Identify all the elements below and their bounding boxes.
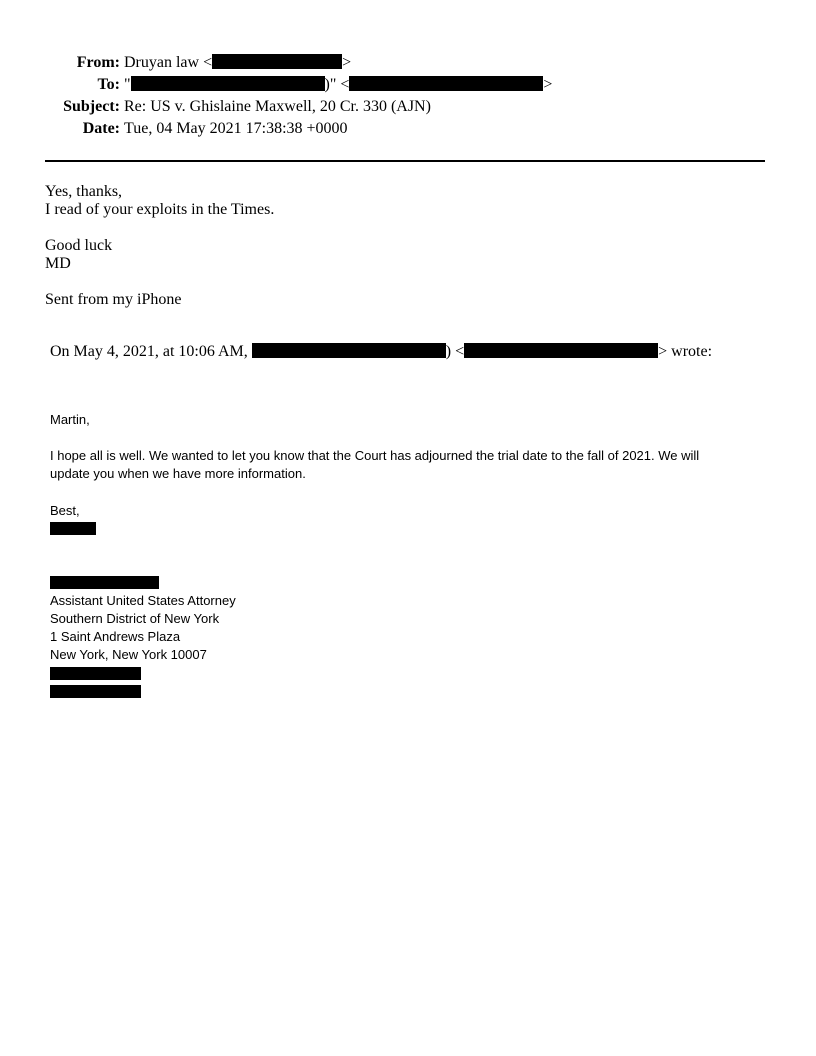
redaction-phone-2 <box>50 685 141 698</box>
redaction-sender-full-name <box>50 576 159 589</box>
date-label: Date: <box>82 120 120 137</box>
quoted-closing: Best, <box>50 503 80 518</box>
from-row <box>0 54 760 76</box>
subject-label: Subject: <box>63 98 120 115</box>
reply-line-exploits: I read of your exploits in the Times. <box>45 201 275 218</box>
signature-address-1: 1 Saint Andrews Plaza <box>50 629 181 644</box>
quoted-intro: On May 4, 2021, at 10:06 AM, ) < > wrote: <box>50 343 713 360</box>
date-value: Tue, 04 May 2021 17:38:38 +0000 <box>124 120 348 137</box>
subject-value: Re: US v. Ghislaine Maxwell, 20 Cr. 330 (AJN) <box>124 98 431 115</box>
to-value: " )" < > <box>124 76 553 93</box>
reply-line-sent-from: Sent from my iPhone <box>45 291 182 308</box>
header-divider <box>45 160 765 162</box>
redaction-phone-1 <box>50 667 141 680</box>
to-row <box>0 76 760 98</box>
quoted-intro-suffix: wrote: <box>671 343 713 360</box>
quoted-intro-prefix: On May 4, 2021, at 10:06 AM, <box>50 343 248 360</box>
quoted-greeting: Martin, <box>50 412 90 427</box>
redaction-to-email <box>349 76 543 91</box>
signature-address-2: New York, New York 10007 <box>50 647 207 662</box>
from-name: Druyan law <box>124 54 200 71</box>
redaction-sender-name <box>252 343 446 358</box>
quoted-body-line-2: update you when we have more information. <box>50 466 306 481</box>
redaction-to-name <box>131 76 325 91</box>
from-value: Druyan law < > <box>124 54 352 71</box>
quoted-body-line-1: I hope all is well. We wanted to let you know that the Court has adjourned the trial date to the fall of 2021. We will <box>50 448 700 463</box>
to-label: To: <box>97 76 120 93</box>
reply-line-good-luck: Good luck <box>45 237 113 254</box>
from-label: From: <box>76 54 120 71</box>
redaction-from-email <box>212 54 342 69</box>
reply-line-thanks: Yes, thanks, <box>45 183 123 200</box>
signature-title: Assistant United States Attorney <box>50 593 236 608</box>
redaction-sender-email <box>464 343 658 358</box>
subject-row <box>0 98 760 120</box>
redaction-sender-first-name <box>50 522 96 535</box>
reply-line-initials: MD <box>45 255 71 272</box>
date-row <box>0 120 760 142</box>
signature-office: Southern District of New York <box>50 611 220 626</box>
